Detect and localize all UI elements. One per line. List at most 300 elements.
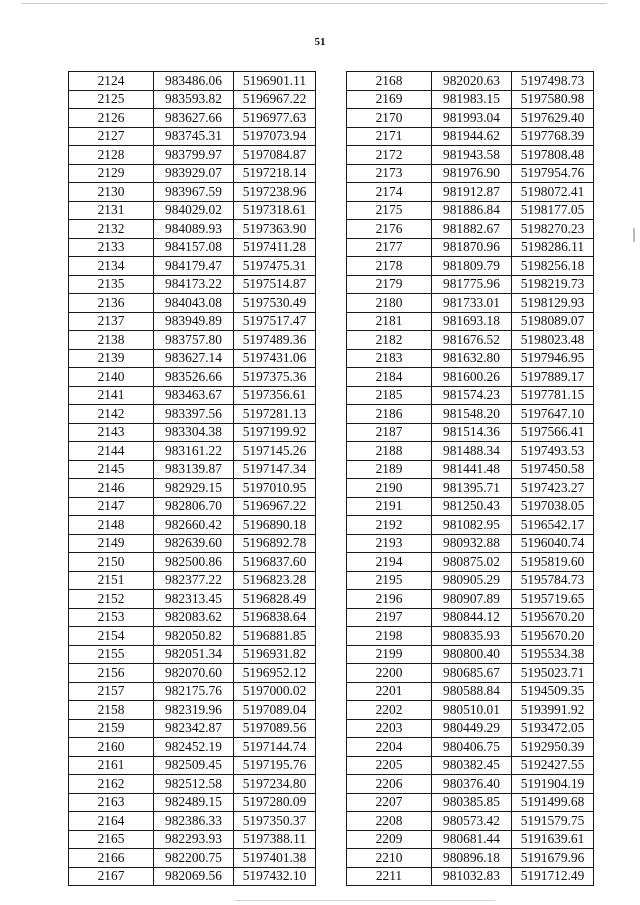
x-coordinate-cell: 980905.29	[432, 571, 512, 590]
table-row	[69, 238, 316, 257]
point-number-cell: 2128	[69, 146, 154, 165]
x-coordinate-cell: 983799.97	[154, 146, 234, 165]
y-coordinate-cell: 5196828.49	[234, 590, 316, 609]
table-row	[347, 701, 594, 720]
point-number-cell: 2130	[69, 183, 154, 202]
table-row	[347, 146, 594, 165]
y-coordinate-cell: 5197946.95	[512, 349, 594, 368]
x-coordinate-cell: 982489.15	[154, 793, 234, 812]
x-coordinate-cell: 982660.42	[154, 516, 234, 535]
y-coordinate-cell: 5191499.68	[512, 793, 594, 812]
table-row	[347, 590, 594, 609]
table-row	[69, 645, 316, 664]
x-coordinate-cell: 981548.20	[432, 405, 512, 424]
x-coordinate-cell: 980681.44	[432, 830, 512, 849]
table-row	[69, 590, 316, 609]
point-number-cell: 2156	[69, 664, 154, 683]
table-row	[69, 423, 316, 442]
y-coordinate-cell: 5197350.37	[234, 812, 316, 831]
y-coordinate-cell: 5196967.22	[234, 90, 316, 109]
point-number-cell: 2152	[69, 590, 154, 609]
table-row	[347, 793, 594, 812]
point-number-cell: 2135	[69, 275, 154, 294]
x-coordinate-cell: 982293.93	[154, 830, 234, 849]
table-row	[347, 423, 594, 442]
x-coordinate-cell: 981632.80	[432, 349, 512, 368]
x-coordinate-cell: 982313.45	[154, 590, 234, 609]
point-number-cell: 2188	[347, 442, 432, 461]
y-coordinate-cell: 5197517.47	[234, 312, 316, 331]
x-coordinate-cell: 983486.06	[154, 72, 234, 91]
y-coordinate-cell: 5197318.61	[234, 201, 316, 220]
table-row	[347, 312, 594, 331]
point-number-cell: 2197	[347, 608, 432, 627]
table-row	[347, 127, 594, 146]
x-coordinate-cell: 980376.40	[432, 775, 512, 794]
point-number-cell: 2200	[347, 664, 432, 683]
table-row	[69, 479, 316, 498]
y-coordinate-cell: 5197808.48	[512, 146, 594, 165]
x-coordinate-cell: 983463.67	[154, 386, 234, 405]
table-row	[347, 645, 594, 664]
table-row	[347, 183, 594, 202]
point-number-cell: 2147	[69, 497, 154, 516]
y-coordinate-cell: 5198023.48	[512, 331, 594, 350]
x-coordinate-cell: 981514.36	[432, 423, 512, 442]
y-coordinate-cell: 5196040.74	[512, 534, 594, 553]
y-coordinate-cell: 5197000.02	[234, 682, 316, 701]
y-coordinate-cell: 5197475.31	[234, 257, 316, 276]
left-table-body	[69, 72, 316, 886]
y-coordinate-cell: 5196931.82	[234, 645, 316, 664]
y-coordinate-cell: 5198072.41	[512, 183, 594, 202]
y-coordinate-cell: 5197431.06	[234, 349, 316, 368]
table-row	[347, 849, 594, 868]
table-row	[69, 127, 316, 146]
right-table-body	[347, 72, 594, 886]
point-number-cell: 2191	[347, 497, 432, 516]
bottom-divider	[235, 900, 495, 901]
point-number-cell: 2185	[347, 386, 432, 405]
table-row	[69, 442, 316, 461]
point-number-cell: 2165	[69, 830, 154, 849]
table-row	[69, 664, 316, 683]
table-row	[347, 812, 594, 831]
x-coordinate-cell: 981809.79	[432, 257, 512, 276]
table-row	[69, 90, 316, 109]
x-coordinate-cell: 981775.96	[432, 275, 512, 294]
y-coordinate-cell: 5195819.60	[512, 553, 594, 572]
x-coordinate-cell: 982929.15	[154, 479, 234, 498]
y-coordinate-cell: 5197238.96	[234, 183, 316, 202]
x-coordinate-cell: 984043.08	[154, 294, 234, 313]
table-row	[69, 553, 316, 572]
point-number-cell: 2124	[69, 72, 154, 91]
table-row	[69, 608, 316, 627]
y-coordinate-cell: 5198219.73	[512, 275, 594, 294]
point-number-cell: 2178	[347, 257, 432, 276]
table-row	[347, 257, 594, 276]
y-coordinate-cell: 5195023.71	[512, 664, 594, 683]
point-number-cell: 2146	[69, 479, 154, 498]
x-coordinate-cell: 984173.22	[154, 275, 234, 294]
y-coordinate-cell: 5197375.36	[234, 368, 316, 387]
y-coordinate-cell: 5191679.96	[512, 849, 594, 868]
x-coordinate-cell: 981250.43	[432, 497, 512, 516]
y-coordinate-cell: 5198270.23	[512, 220, 594, 239]
point-number-cell: 2196	[347, 590, 432, 609]
table-row	[69, 497, 316, 516]
table-row	[347, 349, 594, 368]
x-coordinate-cell: 981870.96	[432, 238, 512, 257]
table-row	[69, 793, 316, 812]
y-coordinate-cell: 5197147.34	[234, 460, 316, 479]
point-number-cell: 2207	[347, 793, 432, 812]
point-number-cell: 2154	[69, 627, 154, 646]
point-number-cell: 2136	[69, 294, 154, 313]
x-coordinate-cell: 980800.40	[432, 645, 512, 664]
point-number-cell: 2138	[69, 331, 154, 350]
point-number-cell: 2204	[347, 738, 432, 757]
point-number-cell: 2199	[347, 645, 432, 664]
x-coordinate-cell: 982386.33	[154, 812, 234, 831]
y-coordinate-cell: 5192427.55	[512, 756, 594, 775]
point-number-cell: 2125	[69, 90, 154, 109]
point-number-cell: 2174	[347, 183, 432, 202]
table-row	[69, 534, 316, 553]
x-coordinate-cell: 984089.93	[154, 220, 234, 239]
point-number-cell: 2155	[69, 645, 154, 664]
y-coordinate-cell: 5198129.93	[512, 294, 594, 313]
point-number-cell: 2210	[347, 849, 432, 868]
table-row	[347, 386, 594, 405]
y-coordinate-cell: 5196890.18	[234, 516, 316, 535]
y-coordinate-cell: 5193472.05	[512, 719, 594, 738]
point-number-cell: 2141	[69, 386, 154, 405]
y-coordinate-cell: 5197530.49	[234, 294, 316, 313]
table-row	[69, 682, 316, 701]
point-number-cell: 2184	[347, 368, 432, 387]
x-coordinate-cell: 981600.26	[432, 368, 512, 387]
point-number-cell: 2182	[347, 331, 432, 350]
y-coordinate-cell: 5197144.74	[234, 738, 316, 757]
table-row	[347, 738, 594, 757]
x-coordinate-cell: 982452.19	[154, 738, 234, 757]
y-coordinate-cell: 5197781.15	[512, 386, 594, 405]
x-coordinate-cell: 980896.18	[432, 849, 512, 868]
y-coordinate-cell: 5197195.76	[234, 756, 316, 775]
y-coordinate-cell: 5197629.40	[512, 109, 594, 128]
point-number-cell: 2190	[347, 479, 432, 498]
point-number-cell: 2181	[347, 312, 432, 331]
point-number-cell: 2170	[347, 109, 432, 128]
point-number-cell: 2167	[69, 867, 154, 886]
x-coordinate-cell: 983967.59	[154, 183, 234, 202]
x-coordinate-cell: 980835.93	[432, 627, 512, 646]
x-coordinate-cell: 981976.90	[432, 164, 512, 183]
point-number-cell: 2150	[69, 553, 154, 572]
y-coordinate-cell: 5197411.28	[234, 238, 316, 257]
table-row	[69, 257, 316, 276]
x-coordinate-cell: 981574.23	[432, 386, 512, 405]
point-number-cell: 2198	[347, 627, 432, 646]
table-row	[69, 164, 316, 183]
y-coordinate-cell: 5197432.10	[234, 867, 316, 886]
table-row	[69, 72, 316, 91]
point-number-cell: 2143	[69, 423, 154, 442]
x-coordinate-cell: 983627.66	[154, 109, 234, 128]
point-number-cell: 2177	[347, 238, 432, 257]
x-coordinate-cell: 982200.75	[154, 849, 234, 868]
table-row	[347, 331, 594, 350]
y-coordinate-cell: 5197281.13	[234, 405, 316, 424]
y-coordinate-cell: 5197401.38	[234, 849, 316, 868]
point-number-cell: 2187	[347, 423, 432, 442]
point-number-cell: 2131	[69, 201, 154, 220]
x-coordinate-cell: 982342.87	[154, 719, 234, 738]
table-row	[69, 368, 316, 387]
x-coordinate-cell: 983397.56	[154, 405, 234, 424]
coordinates-table-left	[68, 71, 316, 886]
point-number-cell: 2186	[347, 405, 432, 424]
point-number-cell: 2163	[69, 793, 154, 812]
table-row	[347, 608, 594, 627]
x-coordinate-cell: 983757.80	[154, 331, 234, 350]
point-number-cell: 2205	[347, 756, 432, 775]
x-coordinate-cell: 981488.34	[432, 442, 512, 461]
y-coordinate-cell: 5196901.11	[234, 72, 316, 91]
y-coordinate-cell: 5197363.90	[234, 220, 316, 239]
y-coordinate-cell: 5191904.19	[512, 775, 594, 794]
y-coordinate-cell: 5197388.11	[234, 830, 316, 849]
point-number-cell: 2202	[347, 701, 432, 720]
x-coordinate-cell: 980385.85	[432, 793, 512, 812]
x-coordinate-cell: 983949.89	[154, 312, 234, 331]
y-coordinate-cell: 5191639.61	[512, 830, 594, 849]
table-row	[69, 627, 316, 646]
x-coordinate-cell: 984157.08	[154, 238, 234, 257]
table-row	[347, 201, 594, 220]
page-number: 51	[314, 36, 326, 48]
point-number-cell: 2157	[69, 682, 154, 701]
point-number-cell: 2193	[347, 534, 432, 553]
table-row	[69, 331, 316, 350]
x-coordinate-cell: 981882.67	[432, 220, 512, 239]
x-coordinate-cell: 981395.71	[432, 479, 512, 498]
table-row	[69, 294, 316, 313]
point-number-cell: 2160	[69, 738, 154, 757]
point-number-cell: 2166	[69, 849, 154, 868]
x-coordinate-cell: 980588.84	[432, 682, 512, 701]
point-number-cell: 2140	[69, 368, 154, 387]
y-coordinate-cell: 5198177.05	[512, 201, 594, 220]
x-coordinate-cell: 982377.22	[154, 571, 234, 590]
point-number-cell: 2189	[347, 460, 432, 479]
table-row	[347, 294, 594, 313]
x-coordinate-cell: 980875.02	[432, 553, 512, 572]
x-coordinate-cell: 983526.66	[154, 368, 234, 387]
x-coordinate-cell: 981032.83	[432, 867, 512, 886]
table-row	[347, 719, 594, 738]
point-number-cell: 2180	[347, 294, 432, 313]
x-coordinate-cell: 982050.82	[154, 627, 234, 646]
x-coordinate-cell: 983593.82	[154, 90, 234, 109]
y-coordinate-cell: 5197010.95	[234, 479, 316, 498]
point-number-cell: 2129	[69, 164, 154, 183]
x-coordinate-cell: 980382.45	[432, 756, 512, 775]
y-coordinate-cell: 5195719.65	[512, 590, 594, 609]
y-coordinate-cell: 5191579.75	[512, 812, 594, 831]
coordinates-table-right	[346, 71, 594, 886]
point-number-cell: 2148	[69, 516, 154, 535]
table-row	[347, 238, 594, 257]
y-coordinate-cell: 5197450.58	[512, 460, 594, 479]
x-coordinate-cell: 980932.88	[432, 534, 512, 553]
x-coordinate-cell: 983745.31	[154, 127, 234, 146]
point-number-cell: 2142	[69, 405, 154, 424]
point-number-cell: 2172	[347, 146, 432, 165]
table-row	[347, 664, 594, 683]
x-coordinate-cell: 981733.01	[432, 294, 512, 313]
point-number-cell: 2195	[347, 571, 432, 590]
point-number-cell: 2192	[347, 516, 432, 535]
y-coordinate-cell: 5194509.35	[512, 682, 594, 701]
point-number-cell: 2175	[347, 201, 432, 220]
y-coordinate-cell: 5195670.20	[512, 627, 594, 646]
x-coordinate-cell: 982069.56	[154, 867, 234, 886]
point-number-cell: 2173	[347, 164, 432, 183]
table-row	[69, 349, 316, 368]
x-coordinate-cell: 983139.87	[154, 460, 234, 479]
x-coordinate-cell: 981943.58	[432, 146, 512, 165]
table-row	[347, 479, 594, 498]
table-row	[347, 756, 594, 775]
x-coordinate-cell: 983161.22	[154, 442, 234, 461]
point-number-cell: 2201	[347, 682, 432, 701]
x-coordinate-cell: 982319.96	[154, 701, 234, 720]
point-number-cell: 2176	[347, 220, 432, 239]
table-row	[69, 867, 316, 886]
table-row	[69, 775, 316, 794]
point-number-cell: 2132	[69, 220, 154, 239]
x-coordinate-cell: 984029.02	[154, 201, 234, 220]
table-row	[347, 775, 594, 794]
point-number-cell: 2133	[69, 238, 154, 257]
x-coordinate-cell: 980449.29	[432, 719, 512, 738]
y-coordinate-cell: 5197423.27	[512, 479, 594, 498]
x-coordinate-cell: 981082.95	[432, 516, 512, 535]
y-coordinate-cell: 5197566.41	[512, 423, 594, 442]
y-coordinate-cell: 5197647.10	[512, 405, 594, 424]
x-coordinate-cell: 981441.48	[432, 460, 512, 479]
table-row	[347, 571, 594, 590]
x-coordinate-cell: 980573.42	[432, 812, 512, 831]
y-coordinate-cell: 5197280.09	[234, 793, 316, 812]
y-coordinate-cell: 5198089.07	[512, 312, 594, 331]
y-coordinate-cell: 5197514.87	[234, 275, 316, 294]
table-row	[347, 405, 594, 424]
y-coordinate-cell: 5197356.61	[234, 386, 316, 405]
table-row	[69, 849, 316, 868]
y-coordinate-cell: 5191712.49	[512, 867, 594, 886]
table-row	[69, 275, 316, 294]
table-row	[347, 553, 594, 572]
x-coordinate-cell: 981693.18	[432, 312, 512, 331]
x-coordinate-cell: 982020.63	[432, 72, 512, 91]
x-coordinate-cell: 983929.07	[154, 164, 234, 183]
y-coordinate-cell: 5196892.78	[234, 534, 316, 553]
table-row	[69, 109, 316, 128]
point-number-cell: 2209	[347, 830, 432, 849]
point-number-cell: 2183	[347, 349, 432, 368]
point-number-cell: 2126	[69, 109, 154, 128]
point-number-cell: 2151	[69, 571, 154, 590]
point-number-cell: 2168	[347, 72, 432, 91]
x-coordinate-cell: 980844.12	[432, 608, 512, 627]
point-number-cell: 2206	[347, 775, 432, 794]
y-coordinate-cell: 5197089.04	[234, 701, 316, 720]
x-coordinate-cell: 982500.86	[154, 553, 234, 572]
y-coordinate-cell: 5197038.05	[512, 497, 594, 516]
table-row	[347, 275, 594, 294]
y-coordinate-cell: 5197493.53	[512, 442, 594, 461]
point-number-cell: 2162	[69, 775, 154, 794]
x-coordinate-cell: 982083.62	[154, 608, 234, 627]
y-coordinate-cell: 5196952.12	[234, 664, 316, 683]
y-coordinate-cell: 5197498.73	[512, 72, 594, 91]
x-coordinate-cell: 982509.45	[154, 756, 234, 775]
y-coordinate-cell: 5197234.80	[234, 775, 316, 794]
top-divider	[22, 3, 607, 4]
point-number-cell: 2169	[347, 90, 432, 109]
x-coordinate-cell: 983627.14	[154, 349, 234, 368]
table-row	[347, 682, 594, 701]
table-row	[347, 109, 594, 128]
x-coordinate-cell: 981944.62	[432, 127, 512, 146]
x-coordinate-cell: 982806.70	[154, 497, 234, 516]
y-coordinate-cell: 5197580.98	[512, 90, 594, 109]
y-coordinate-cell: 5197954.76	[512, 164, 594, 183]
point-number-cell: 2127	[69, 127, 154, 146]
point-number-cell: 2208	[347, 812, 432, 831]
y-coordinate-cell: 5198256.18	[512, 257, 594, 276]
table-row	[69, 146, 316, 165]
x-coordinate-cell: 984179.47	[154, 257, 234, 276]
table-row	[347, 72, 594, 91]
x-coordinate-cell: 980406.75	[432, 738, 512, 757]
point-number-cell: 2161	[69, 756, 154, 775]
table-row	[69, 405, 316, 424]
y-coordinate-cell: 5195784.73	[512, 571, 594, 590]
x-coordinate-cell: 982175.76	[154, 682, 234, 701]
table-row	[347, 220, 594, 239]
table-row	[347, 867, 594, 886]
table-row	[69, 183, 316, 202]
y-coordinate-cell: 5196977.63	[234, 109, 316, 128]
x-coordinate-cell: 981983.15	[432, 90, 512, 109]
table-row	[347, 830, 594, 849]
y-coordinate-cell: 5197489.36	[234, 331, 316, 350]
x-coordinate-cell: 983304.38	[154, 423, 234, 442]
y-coordinate-cell: 5197073.94	[234, 127, 316, 146]
y-coordinate-cell: 5197199.92	[234, 423, 316, 442]
x-coordinate-cell: 981993.04	[432, 109, 512, 128]
y-coordinate-cell: 5195534.38	[512, 645, 594, 664]
table-row	[69, 701, 316, 720]
table-row	[347, 516, 594, 535]
point-number-cell: 2149	[69, 534, 154, 553]
table-row	[69, 201, 316, 220]
